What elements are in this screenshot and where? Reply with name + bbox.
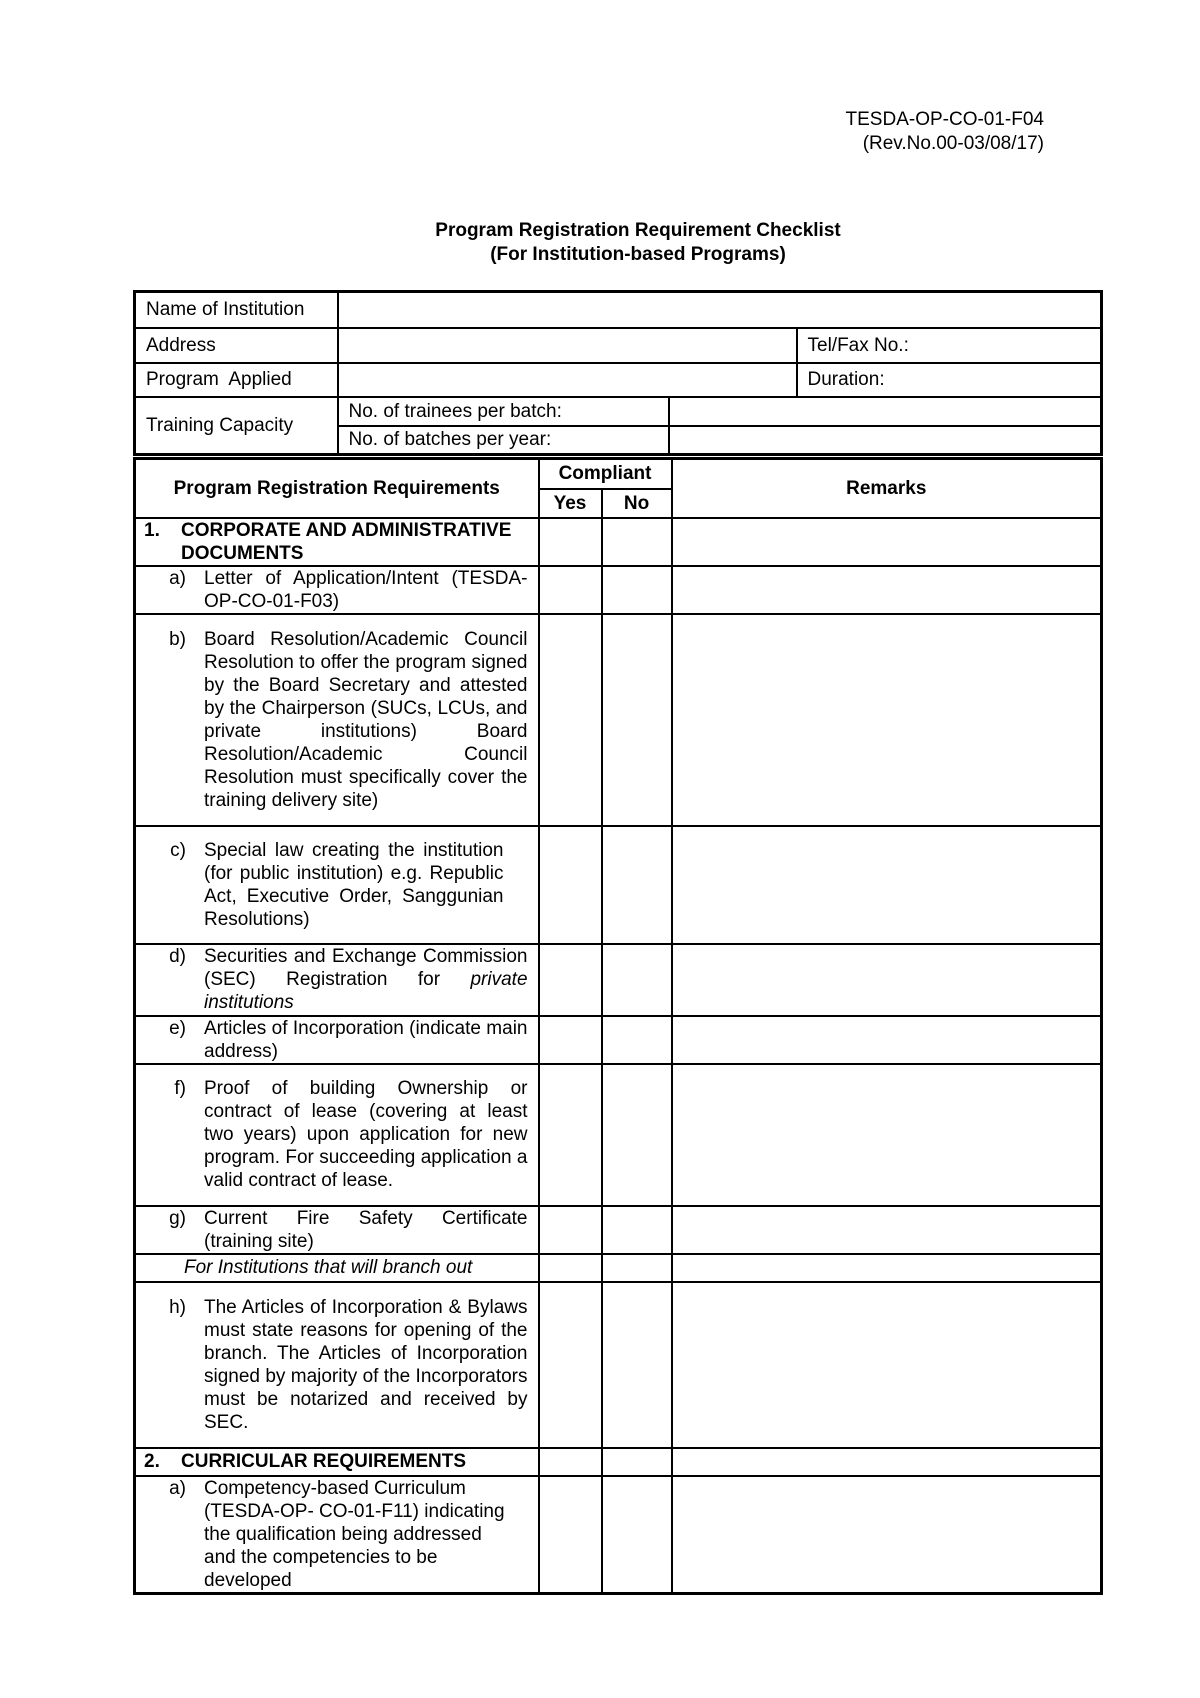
- telfax-field[interactable]: [797, 328, 1102, 363]
- no-cell[interactable]: [602, 1476, 672, 1594]
- requirement-row: [135, 566, 1102, 614]
- requirement-row: [135, 1064, 1102, 1206]
- requirement-row: [135, 614, 1102, 826]
- requirement-item: [135, 614, 539, 826]
- requirement-row: [135, 1282, 1102, 1448]
- item-letter: b): [169, 628, 186, 650]
- no-cell[interactable]: [602, 1206, 672, 1254]
- item-letter: g): [169, 1207, 186, 1229]
- remarks-cell[interactable]: [672, 518, 1102, 566]
- remarks-cell[interactable]: [672, 1476, 1102, 1594]
- document-code-block: [846, 108, 1044, 156]
- yes-cell[interactable]: [539, 1016, 602, 1064]
- section-title: CURRICULAR REQUIREMENTS: [181, 1451, 466, 1472]
- program-field[interactable]: [338, 363, 797, 397]
- item-text: The Articles of Incorporation & Bylaws must state reasons for opening of the branch. The Articles of Incorporation signed by majority of the Incorporators must be notarized and received by SEC.: [204, 1296, 528, 1433]
- remarks-cell[interactable]: [672, 1282, 1102, 1448]
- program-label: Program Applied: [135, 363, 338, 397]
- no-cell[interactable]: [602, 1064, 672, 1206]
- yes-cell[interactable]: [539, 1476, 602, 1594]
- yes-cell[interactable]: [539, 826, 602, 944]
- item-letter: c): [170, 839, 186, 861]
- document-code: TESDA-OP-CO-01-F04: [845, 109, 1044, 130]
- document-revision: (Rev.No.00-03/08/17): [862, 133, 1044, 154]
- compliant-header: Compliant: [539, 459, 672, 489]
- item-letter: e): [169, 1017, 186, 1039]
- remarks-header: Remarks: [672, 459, 1102, 518]
- requirement-item: [135, 1476, 539, 1594]
- address-row: [135, 328, 1102, 363]
- remarks-cell[interactable]: [672, 1254, 1102, 1282]
- yes-cell[interactable]: [539, 1206, 602, 1254]
- yes-cell[interactable]: [539, 518, 602, 566]
- no-cell[interactable]: [602, 1254, 672, 1282]
- address-label: Address: [135, 328, 338, 363]
- document-title: Program Registration Requirement Checklist: [435, 220, 841, 241]
- yes-cell[interactable]: [539, 944, 602, 1016]
- section-heading: [135, 1448, 539, 1476]
- item-text: Board Resolution/Academic Council Resolution to offer the program signed by the Board Secretary and attested by the Chairperson (SUCs, LCUs, and private institutions) Board Resolution/Academic Council Resolution must specifically cover the training delivery site): [204, 628, 528, 811]
- requirement-item: [135, 1282, 539, 1448]
- document-title-block: [0, 219, 1200, 267]
- no-cell[interactable]: [602, 1016, 672, 1064]
- item-text: Articles of Incorporation (indicate main address): [204, 1017, 528, 1062]
- item-text: Special law creating the institution (for public institution) e.g. Republic Act, Executive Order, Sanggunian Resolutions): [204, 839, 504, 930]
- section-title: CORPORATE AND ADMINISTRATIVE DOCUMENTS: [181, 519, 512, 564]
- batches-label: No. of batches per year:: [338, 426, 669, 455]
- remarks-cell[interactable]: [672, 1448, 1102, 1476]
- program-row: [135, 363, 1102, 397]
- requirement-item: [135, 944, 539, 1016]
- item-text: Proof of building Ownership or contract of lease (covering at least two years) upon application for new program. For succeeding application a valid contract of lease.: [204, 1078, 528, 1191]
- document-subtitle: (For Institution-based Programs): [490, 244, 786, 265]
- item-letter: a): [169, 1477, 186, 1499]
- header-row: [135, 459, 1102, 489]
- no-cell[interactable]: [602, 614, 672, 826]
- no-cell[interactable]: [602, 1282, 672, 1448]
- yes-header: Yes: [539, 489, 602, 518]
- branch-label: For Institutions that will branch out: [135, 1254, 539, 1282]
- item-letter: h): [169, 1296, 186, 1318]
- section-heading: [135, 518, 539, 566]
- requirement-row: [135, 1206, 1102, 1254]
- yes-cell[interactable]: [539, 566, 602, 614]
- remarks-cell[interactable]: [672, 1016, 1102, 1064]
- requirement-row: [135, 1476, 1102, 1594]
- yes-cell[interactable]: [539, 1448, 602, 1476]
- yes-cell[interactable]: [539, 1064, 602, 1206]
- batches-field[interactable]: [669, 426, 1102, 455]
- requirements-table: [133, 457, 1103, 1595]
- item-text: Securities and Exchange Commission (SEC) Registration for: [204, 946, 528, 990]
- requirement-item: [135, 826, 539, 944]
- duration-field[interactable]: [797, 363, 1102, 397]
- item-text: Current Fire Safety Certificate (training site): [204, 1207, 528, 1252]
- item-letter: f): [174, 1078, 186, 1099]
- section-number: 2.: [144, 1451, 160, 1472]
- name-label: Name of Institution: [135, 292, 338, 328]
- yes-cell[interactable]: [539, 614, 602, 826]
- no-cell[interactable]: [602, 1448, 672, 1476]
- trainees-row: [135, 397, 1102, 426]
- req-header: Program Registration Requirements: [135, 459, 539, 518]
- requirement-item: [135, 566, 539, 614]
- no-cell[interactable]: [602, 518, 672, 566]
- institution-info-table: [133, 290, 1103, 456]
- no-cell[interactable]: [602, 944, 672, 1016]
- section-number: 1.: [144, 519, 160, 541]
- telfax-label: Tel/Fax No.:: [807, 334, 909, 356]
- section-row: [135, 518, 1102, 566]
- duration-label: Duration:: [807, 369, 885, 390]
- remarks-cell[interactable]: [672, 566, 1102, 614]
- requirement-row: [135, 826, 1102, 944]
- item-text: Letter of Application/Intent (TESDA-OP-CO-01-F03): [204, 567, 528, 612]
- item-text-emphasis: private institutions: [204, 969, 528, 1013]
- requirement-row: [135, 1016, 1102, 1064]
- remarks-cell[interactable]: [672, 1064, 1102, 1206]
- remarks-cell[interactable]: [672, 826, 1102, 944]
- remarks-cell[interactable]: [672, 1206, 1102, 1254]
- requirement-item: [135, 1016, 539, 1064]
- item-text: Competency-based Curriculum (TESDA-OP- CO-01-F11) indicating the qualification being addressed and the competencies to be developed: [204, 1477, 505, 1591]
- remarks-cell[interactable]: [672, 944, 1102, 1016]
- item-letter: d): [169, 946, 186, 967]
- requirement-row: [135, 944, 1102, 1016]
- name-field[interactable]: [338, 292, 1102, 328]
- yes-cell[interactable]: [539, 1254, 602, 1282]
- address-field[interactable]: [338, 328, 797, 363]
- no-cell[interactable]: [602, 826, 672, 944]
- yes-cell[interactable]: [539, 1282, 602, 1448]
- trainees-label: No. of trainees per batch:: [338, 397, 669, 426]
- remarks-cell[interactable]: [672, 614, 1102, 826]
- requirement-item: [135, 1064, 539, 1206]
- capacity-label: Training Capacity: [135, 397, 338, 455]
- no-cell[interactable]: [602, 566, 672, 614]
- requirement-item: [135, 1206, 539, 1254]
- trainees-field[interactable]: [669, 397, 1102, 426]
- item-letter: a): [169, 567, 186, 589]
- branch-row: [135, 1254, 1102, 1282]
- section-row: [135, 1448, 1102, 1476]
- no-header: No: [602, 489, 672, 518]
- name-row: [135, 292, 1102, 328]
